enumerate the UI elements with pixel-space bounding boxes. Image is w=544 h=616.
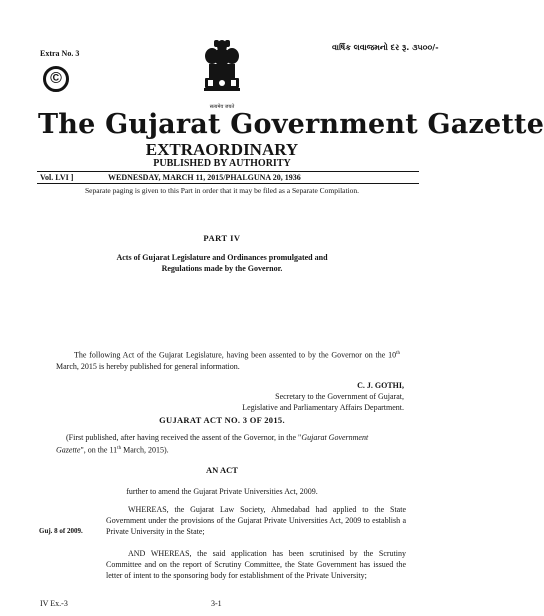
signer-title-2: Legislative and Parliamentary Affairs Department. [242, 403, 404, 412]
notice-line-2b: March, 2015 is hereby published for general information. [56, 361, 240, 371]
signatory-block [242, 380, 404, 413]
notice-line-2a: Governor on the 10 [331, 350, 397, 360]
issue-date: WEDNESDAY, MARCH 11, 2015/PHALGUNA 20, 1936 [108, 173, 301, 182]
part-heading: PART IV [203, 233, 241, 243]
signer-title-1: Secretary to the Government of Gujarat, [275, 392, 404, 401]
published-by-authority: PUBLISHED BY AUTHORITY [153, 158, 291, 169]
header-rule-bottom [37, 183, 419, 184]
annual-subscription-price: વાર્ષિક લવાજમનો દર રૂ. ૩૫૦૦/- [332, 43, 439, 52]
whereas-paragraph: WHEREAS, the Gujarat Law Society, Ahmedabad had applied to the State Government under the provisions of the Gujarat Private Universities Act, 2009 to establish a Private University in the State; [106, 505, 406, 536]
header-rule-top [37, 171, 419, 172]
emblem-motto: सत्यमेव जयते [209, 104, 235, 110]
long-title: further to amend the Gujarat Private Universities Act, 2009. [126, 487, 318, 496]
page-number: 3-1 [211, 599, 222, 608]
and-whereas-paragraph: AND WHEREAS, the said application has been scrutinised by the Scrutiny Committee and on the report of Scrutiny Committee, the State Government has issued the letter of intent to the sponsoring body for establishment of the Private University; [106, 549, 406, 580]
signer-name: C. J. GOTHI, [357, 381, 404, 390]
an-act-heading: AN ACT [206, 465, 238, 475]
part-subheading [90, 252, 354, 274]
act-number: GUJARAT ACT NO. 3 OF 2015. [159, 415, 285, 425]
first-published-note [56, 432, 396, 456]
fp-a: (First published, after having received the assent of the Governor, in the " [66, 433, 302, 442]
volume-number: Vol. LVI ] [40, 173, 74, 182]
part-subheading-line-1: Acts of Gujarat Legislature and Ordinances promulgated and [116, 253, 328, 262]
fp-b: ", on the 11 [80, 445, 118, 455]
fp-sup: th [117, 446, 122, 451]
publication-notice [56, 348, 400, 372]
part-subheading-line-2: Regulations made by the Governor. [161, 264, 283, 273]
extra-number: Extra No. 3 [40, 49, 80, 58]
state-emblem-icon [200, 38, 244, 112]
fp-c: March, 2015). [121, 445, 169, 455]
notice-line-1: The following Act of the Gujarat Legislature, having been assented to by the [74, 350, 329, 360]
footer-issue-ref: IV Ex.-3 [40, 599, 68, 608]
fp-gazette: Gujarat Government Gazette [56, 433, 369, 455]
gazette-title: The Gujarat Government Gazette [38, 109, 544, 140]
extraordinary-heading: EXTRAORDINARY [145, 140, 299, 159]
notice-sup: th [396, 351, 400, 356]
margin-note: Guj. 8 of 2009. [39, 527, 83, 535]
separate-paging-note: Separate paging is given to this Part in order that it may be filed as a Separate Compilation. [84, 186, 360, 195]
copyright-icon: © [43, 66, 69, 92]
